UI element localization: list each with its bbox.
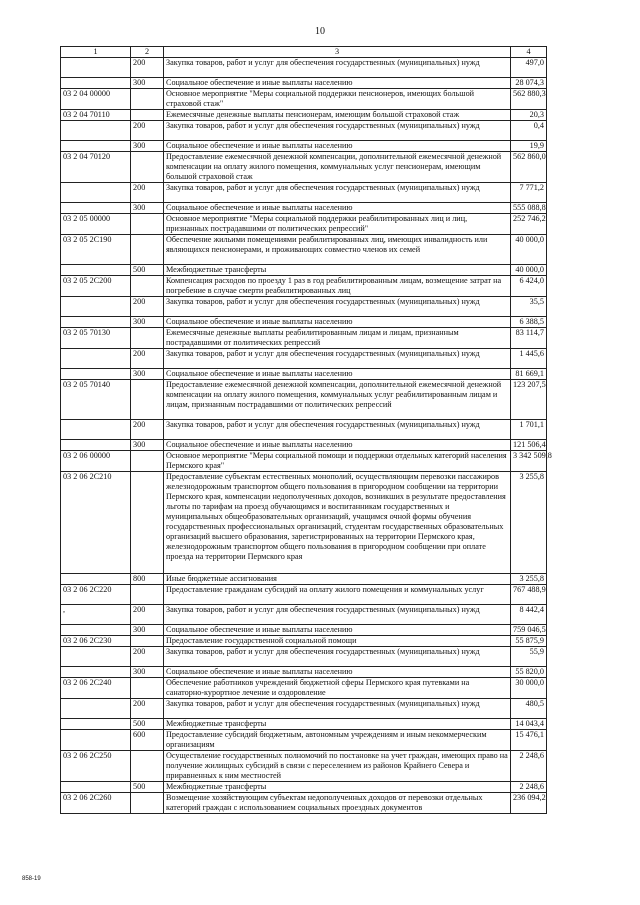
expense-type-cell: 200 bbox=[131, 297, 164, 317]
description-cell: Социальное обеспечение и иные выплаты населению bbox=[164, 625, 511, 636]
target-code-cell bbox=[61, 420, 131, 440]
expense-type-cell: 300 bbox=[131, 625, 164, 636]
expense-type-cell: 300 bbox=[131, 667, 164, 678]
target-code-cell bbox=[61, 730, 131, 751]
expense-type-cell bbox=[131, 636, 164, 647]
page-number: 10 bbox=[315, 26, 325, 37]
amount-cell: 759 046,5 bbox=[511, 625, 547, 636]
target-code-cell bbox=[61, 265, 131, 276]
table-row bbox=[61, 369, 547, 380]
description-cell: Ежемесячные денежные выплаты пенсионерам, имеющим большой страховой стаж bbox=[164, 110, 511, 121]
amount-cell: 81 669,1 bbox=[511, 369, 547, 380]
target-code-cell bbox=[61, 782, 131, 793]
target-code-cell: 03 2 06 2С230 bbox=[61, 636, 131, 647]
description-cell: Закупка товаров, работ и услуг для обеспечения государственных (муниципальных) нужд bbox=[164, 699, 511, 719]
table-row bbox=[61, 719, 547, 730]
target-code-cell: 03 2 04 00000 bbox=[61, 89, 131, 110]
description-cell: Осуществление государственных полномочий по постановке на учет граждан, имеющих право на получение жилищных субсидий в связи с переселением из районов Крайнего Севера и приравненных к ним местностей bbox=[164, 751, 511, 782]
target-code-cell: 03 2 06 2С210 bbox=[61, 472, 131, 574]
expense-type-cell: 800 bbox=[131, 574, 164, 585]
table-row bbox=[61, 89, 547, 110]
table-row bbox=[61, 58, 547, 78]
table-row bbox=[61, 203, 547, 214]
expense-type-cell bbox=[131, 328, 164, 349]
table-row bbox=[61, 317, 547, 328]
description-cell: Межбюджетные трансферты bbox=[164, 265, 511, 276]
description-cell: Социальное обеспечение и иные выплаты населению bbox=[164, 317, 511, 328]
amount-cell: 497,0 bbox=[511, 58, 547, 78]
amount-cell: 55,9 bbox=[511, 647, 547, 667]
amount-cell: 6 424,0 bbox=[511, 276, 547, 297]
footer-code: 858-19 bbox=[22, 876, 41, 882]
description-cell: Компенсация расходов по проезду 1 раз в год реабилитированным лицам, возмещение затрат на погребение в случае смерти реабилитированных лиц bbox=[164, 276, 511, 297]
expense-type-cell bbox=[131, 89, 164, 110]
target-code-cell bbox=[61, 297, 131, 317]
description-cell: Обеспечение жильими помещениями реабилитированных лиц, имеющих инвалидность или являющихся пенсионерами, и проживающих совместно членов их семей bbox=[164, 235, 511, 265]
table-row bbox=[61, 440, 547, 451]
amount-cell: 1 701,1 bbox=[511, 420, 547, 440]
description-cell: Обеспечение работников учреждений бюджетной сферы Пермского края путевками на санаторно-курортное лечение и оздоровление bbox=[164, 678, 511, 699]
target-code-cell bbox=[61, 369, 131, 380]
target-code-cell bbox=[61, 440, 131, 451]
table-row bbox=[61, 110, 547, 121]
description-cell: Основное мероприятие "Меры социальной поддержки пенсионеров, имеющих большой страховой стаж" bbox=[164, 89, 511, 110]
expense-type-cell: 200 bbox=[131, 605, 164, 625]
table-row bbox=[61, 78, 547, 89]
expense-type-cell: 200 bbox=[131, 647, 164, 667]
expense-type-cell bbox=[131, 751, 164, 782]
target-code-cell bbox=[61, 121, 131, 141]
target-code-cell: 03 2 05 2С190 bbox=[61, 235, 131, 265]
target-code-cell bbox=[61, 667, 131, 678]
description-cell: Основное мероприятие "Меры социальной помощи и поддержки отдельных категорий населения Пермского края" bbox=[164, 451, 511, 472]
column-header-1: 1 bbox=[61, 47, 131, 58]
expense-type-cell bbox=[131, 110, 164, 121]
target-code-cell bbox=[61, 203, 131, 214]
description-cell: Предоставление субсидий бюджетным, автономным учреждениям и иным некоммерческим организациям bbox=[164, 730, 511, 751]
description-cell: Социальное обеспечение и иные выплаты населению bbox=[164, 203, 511, 214]
table-body bbox=[61, 58, 552, 814]
table-row bbox=[61, 380, 547, 420]
description-cell: Закупка товаров, работ и услуг для обеспечения государственных (муниципальных) нужд bbox=[164, 647, 511, 667]
amount-cell: 3 342 509,8 bbox=[511, 451, 547, 472]
description-cell: Предоставление ежемесячной денежной компенсации, дополнительной ежемесячной денежной компенсации на оплату жилого помещения, коммунальных услуг реабилитированным лицам и лицам, признанным пострадавшими от политических репрессий bbox=[164, 380, 511, 420]
column-header-3: 3 bbox=[164, 47, 511, 58]
table-row bbox=[61, 585, 547, 605]
target-code-cell: 03 2 05 70130 bbox=[61, 328, 131, 349]
expense-type-cell: 300 bbox=[131, 78, 164, 89]
amount-cell: 6 388,5 bbox=[511, 317, 547, 328]
amount-cell: 20,3 bbox=[511, 110, 547, 121]
expense-type-cell bbox=[131, 678, 164, 699]
table-row bbox=[61, 152, 547, 183]
description-cell: Закупка товаров, работ и услуг для обеспечения государственных (муниципальных) нужд bbox=[164, 297, 511, 317]
expense-type-cell bbox=[131, 152, 164, 183]
amount-cell: 19,9 bbox=[511, 141, 547, 152]
expense-type-cell: 500 bbox=[131, 782, 164, 793]
table-row bbox=[61, 605, 547, 625]
expense-type-cell: 500 bbox=[131, 265, 164, 276]
expense-type-cell: 200 bbox=[131, 349, 164, 369]
amount-cell: 30 000,0 bbox=[511, 678, 547, 699]
amount-cell: 55 875,9 bbox=[511, 636, 547, 647]
table-header-row bbox=[61, 47, 547, 58]
table-row bbox=[61, 472, 547, 574]
amount-cell: 562 860,0 bbox=[511, 152, 547, 183]
description-cell: Социальное обеспечение и иные выплаты населению bbox=[164, 78, 511, 89]
target-code-cell: 03 2 06 2С250 bbox=[61, 751, 131, 782]
table-row bbox=[61, 276, 547, 297]
target-code-cell bbox=[61, 349, 131, 369]
expense-type-cell: 200 bbox=[131, 420, 164, 440]
table-row bbox=[61, 751, 547, 782]
target-code-cell bbox=[61, 699, 131, 719]
amount-cell: 35,5 bbox=[511, 297, 547, 317]
table-row bbox=[61, 782, 547, 793]
description-cell: Закупка товаров, работ и услуг для обеспечения государственных (муниципальных) нужд bbox=[164, 58, 511, 78]
amount-cell: 55 820,0 bbox=[511, 667, 547, 678]
expense-type-cell: 300 bbox=[131, 203, 164, 214]
table-row bbox=[61, 574, 547, 585]
expense-type-cell: 300 bbox=[131, 141, 164, 152]
target-code-cell: , bbox=[61, 605, 131, 625]
amount-cell: 123 207,5 bbox=[511, 380, 547, 420]
target-code-cell: 03 2 06 00000 bbox=[61, 451, 131, 472]
description-cell: Межбюджетные трансферты bbox=[164, 782, 511, 793]
description-cell: Социальное обеспечение и иные выплаты населению bbox=[164, 440, 511, 451]
amount-cell: 7 771,2 bbox=[511, 183, 547, 203]
expense-type-cell bbox=[131, 276, 164, 297]
target-code-cell bbox=[61, 58, 131, 78]
amount-cell: 40 000,0 bbox=[511, 265, 547, 276]
expense-type-cell: 300 bbox=[131, 369, 164, 380]
amount-cell: 83 114,7 bbox=[511, 328, 547, 349]
amount-cell: 40 000,0 bbox=[511, 235, 547, 265]
description-cell: Предоставление субъектам естественных монополий, осуществляющим перевозки пассажиров железнодорожным транспортом общего пользования в пригородном сообщении на территории Пермского края, компенсации недополученных доходов, возникших в результате предоставления льготы по тарифам на проезд обучающимся и воспитанникам государственных и муниципальных общеобразовательных организаций, учащимся очной формы обучения государственных профессиональных организаций, студентам государственных образовательных организаций высшего образования, зарегистрированных на территории Пермского края, железнодорожным транспортом общего пользования в пригородном сообщении при оплате проезда на территории Пермского края bbox=[164, 472, 511, 574]
amount-cell: 1 445,6 bbox=[511, 349, 547, 369]
amount-cell: 480,5 bbox=[511, 699, 547, 719]
amount-cell: 8 442,4 bbox=[511, 605, 547, 625]
expense-type-cell bbox=[131, 451, 164, 472]
target-code-cell bbox=[61, 78, 131, 89]
amount-cell: 2 248,6 bbox=[511, 782, 547, 793]
amount-cell: 121 506,4 bbox=[511, 440, 547, 451]
table-row bbox=[61, 647, 547, 667]
description-cell: Основное мероприятие "Меры социальной поддержки реабилитированных лиц и лиц, признанных пострадавшими от политических репрессий" bbox=[164, 214, 511, 235]
target-code-cell: 03 2 05 70140 bbox=[61, 380, 131, 420]
expense-type-cell: 200 bbox=[131, 699, 164, 719]
description-cell: Предоставление гражданам субсидий на оплату жилого помещения и коммунальных услуг bbox=[164, 585, 511, 605]
table-row bbox=[61, 183, 547, 203]
description-cell: Закупка товаров, работ и услуг для обеспечения государственных (муниципальных) нужд bbox=[164, 420, 511, 440]
target-code-cell: 03 2 06 2С240 bbox=[61, 678, 131, 699]
table-row bbox=[61, 121, 547, 141]
expense-type-cell: 500 bbox=[131, 719, 164, 730]
expense-type-cell: 200 bbox=[131, 183, 164, 203]
amount-cell: 15 476,1 bbox=[511, 730, 547, 751]
budget-table bbox=[60, 46, 552, 814]
target-code-cell bbox=[61, 647, 131, 667]
amount-cell: 767 488,9 bbox=[511, 585, 547, 605]
expense-type-cell: 200 bbox=[131, 58, 164, 78]
description-cell: Предоставление ежемесячной денежной компенсации, дополнительной ежемесячной денежной компенсации на оплату жилого помещения, коммунальных услуг пенсионерам, имеющим большой страховой стаж bbox=[164, 152, 511, 183]
table-row bbox=[61, 625, 547, 636]
table-row bbox=[61, 349, 547, 369]
description-cell: Социальное обеспечение и иные выплаты населению bbox=[164, 141, 511, 152]
expense-type-cell: 200 bbox=[131, 121, 164, 141]
target-code-cell: 03 2 04 70110 bbox=[61, 110, 131, 121]
table-row bbox=[61, 636, 547, 647]
table-row bbox=[61, 699, 547, 719]
description-cell: Социальное обеспечение и иные выплаты населению bbox=[164, 667, 511, 678]
target-code-cell: 03 2 04 70120 bbox=[61, 152, 131, 183]
amount-cell: 0,4 bbox=[511, 121, 547, 141]
table-row bbox=[61, 297, 547, 317]
target-code-cell: 03 2 05 2С200 bbox=[61, 276, 131, 297]
target-code-cell: 03 2 06 2С260 bbox=[61, 793, 131, 814]
amount-cell: 236 094,2 bbox=[511, 793, 547, 814]
column-header-2: 2 bbox=[131, 47, 164, 58]
expense-type-cell bbox=[131, 793, 164, 814]
description-cell: Возмещение хозяйствующим субъектам недополученных доходов от перевозки отдельных категорий граждан с использованием социальных проездных документов bbox=[164, 793, 511, 814]
amount-cell: 14 043,4 bbox=[511, 719, 547, 730]
amount-cell: 252 746,2 bbox=[511, 214, 547, 235]
expense-type-cell bbox=[131, 472, 164, 574]
description-cell: Социальное обеспечение и иные выплаты населению bbox=[164, 369, 511, 380]
table-row bbox=[61, 667, 547, 678]
table-row bbox=[61, 730, 547, 751]
target-code-cell bbox=[61, 625, 131, 636]
table-row bbox=[61, 265, 547, 276]
description-cell: Закупка товаров, работ и услуг для обеспечения государственных (муниципальных) нужд bbox=[164, 121, 511, 141]
table-row bbox=[61, 214, 547, 235]
description-cell: Закупка товаров, работ и услуг для обеспечения государственных (муниципальных) нужд bbox=[164, 605, 511, 625]
target-code-cell bbox=[61, 141, 131, 152]
amount-cell: 28 074,3 bbox=[511, 78, 547, 89]
expense-type-cell bbox=[131, 214, 164, 235]
expense-type-cell bbox=[131, 380, 164, 420]
description-cell: Закупка товаров, работ и услуг для обеспечения государственных (муниципальных) нужд bbox=[164, 349, 511, 369]
table-row bbox=[61, 451, 547, 472]
description-cell: Иные бюджетные ассигнования bbox=[164, 574, 511, 585]
expense-type-cell bbox=[131, 235, 164, 265]
amount-cell: 562 880,3 bbox=[511, 89, 547, 110]
target-code-cell: 03 2 05 00000 bbox=[61, 214, 131, 235]
column-header-4: 4 bbox=[511, 47, 547, 58]
description-cell: Закупка товаров, работ и услуг для обеспечения государственных (муниципальных) нужд bbox=[164, 183, 511, 203]
table-row bbox=[61, 420, 547, 440]
description-cell: Ежемесячные денежные выплаты реабилитированным лицам и лицам, признанным пострадавшими от политических репрессий bbox=[164, 328, 511, 349]
target-code-cell bbox=[61, 574, 131, 585]
expense-type-cell: 300 bbox=[131, 440, 164, 451]
amount-cell: 3 255,8 bbox=[511, 472, 547, 574]
description-cell: Межбюджетные трансферты bbox=[164, 719, 511, 730]
target-code-cell bbox=[61, 317, 131, 328]
amount-cell: 2 248,6 bbox=[511, 751, 547, 782]
table-row bbox=[61, 328, 547, 349]
table-row bbox=[61, 141, 547, 152]
table-row bbox=[61, 793, 547, 814]
amount-cell: 3 255,8 bbox=[511, 574, 547, 585]
expense-type-cell: 300 bbox=[131, 317, 164, 328]
expense-type-cell: 600 bbox=[131, 730, 164, 751]
table-row bbox=[61, 678, 547, 699]
target-code-cell bbox=[61, 183, 131, 203]
target-code-cell bbox=[61, 719, 131, 730]
amount-cell: 555 088,8 bbox=[511, 203, 547, 214]
description-cell: Предоставление государственной социальной помощи bbox=[164, 636, 511, 647]
table-row bbox=[61, 235, 547, 265]
expense-type-cell bbox=[131, 585, 164, 605]
target-code-cell: 03 2 06 2С220 bbox=[61, 585, 131, 605]
